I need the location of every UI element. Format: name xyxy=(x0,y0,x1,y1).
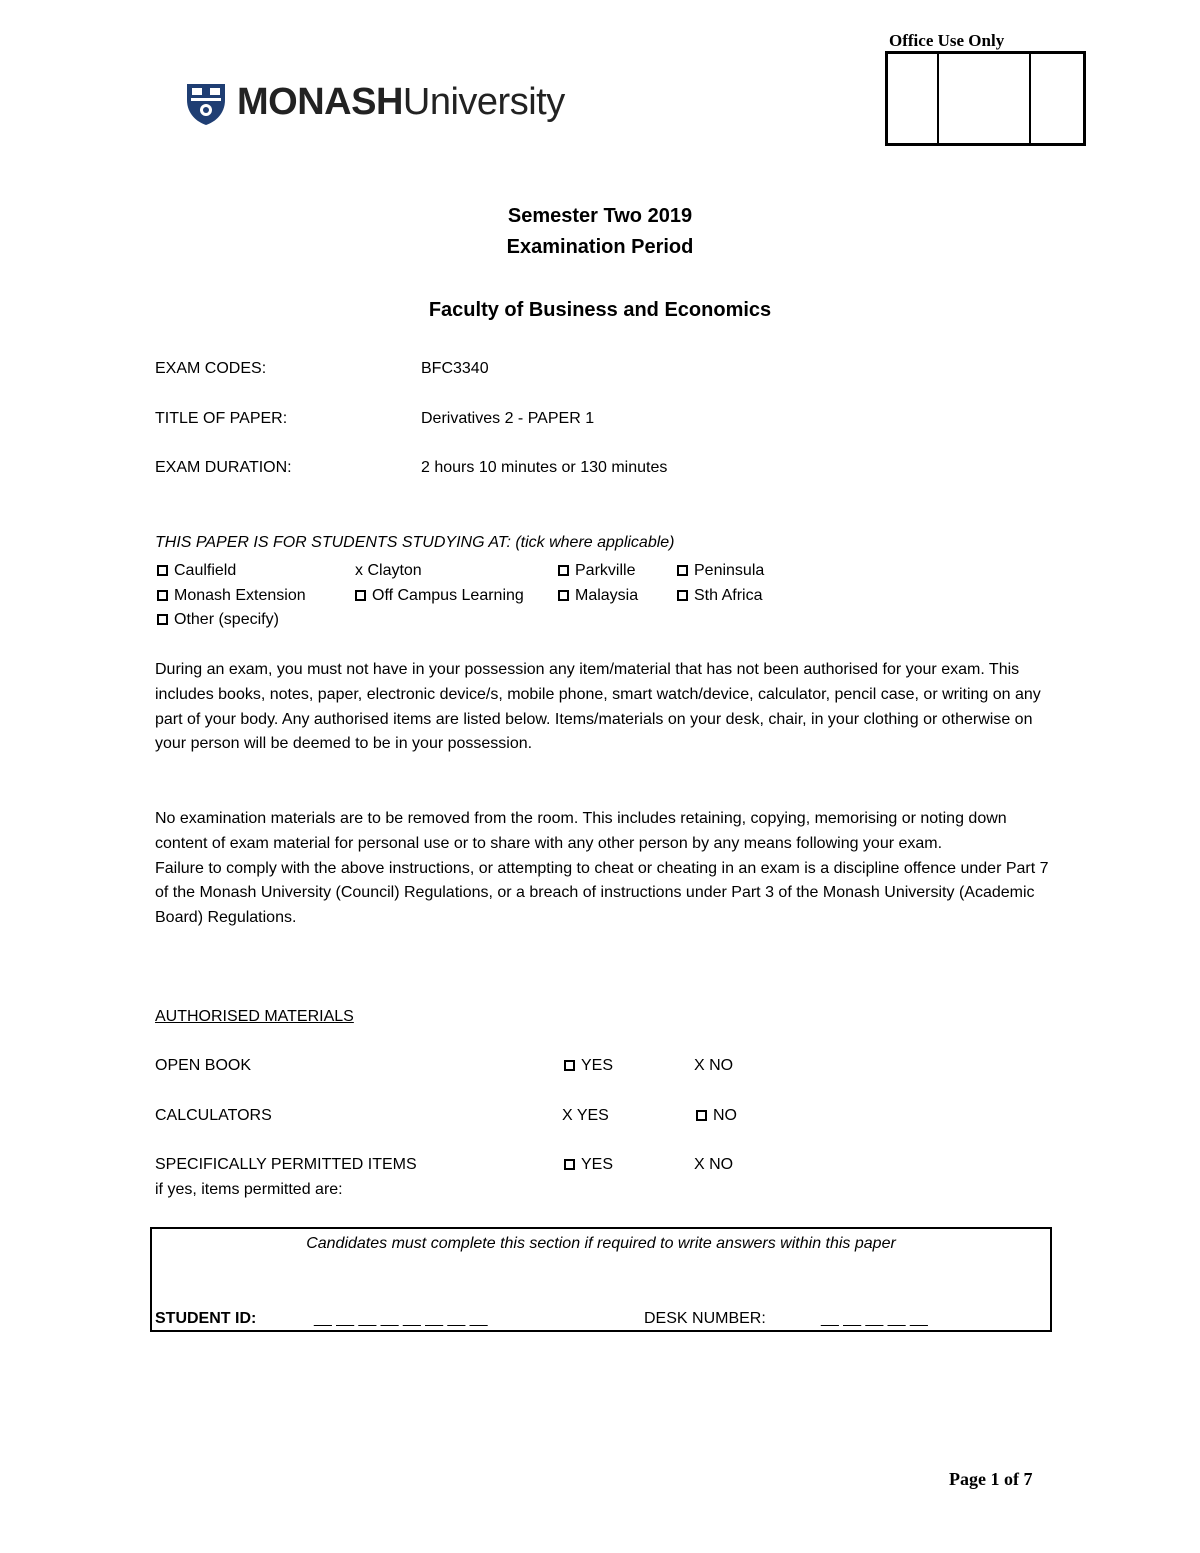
page-number: Page 1 of 7 xyxy=(949,1469,1033,1489)
open-book-yes[interactable]: YES xyxy=(564,1056,613,1076)
check-mark: X xyxy=(694,1057,705,1074)
checkbox-icon xyxy=(355,590,366,601)
checkbox-icon xyxy=(157,590,168,601)
exam-codes-label: EXAM CODES: xyxy=(155,360,267,377)
exam-codes-value: BFC3340 xyxy=(421,360,489,377)
logo-suffix: University xyxy=(402,81,565,123)
instructions-materials xyxy=(155,807,1050,931)
checkbox-icon xyxy=(564,1060,575,1071)
check-mark: X xyxy=(694,1156,705,1173)
check-mark: X xyxy=(562,1107,573,1124)
check-mark: x xyxy=(355,562,363,579)
checkbox-icon xyxy=(564,1159,575,1170)
monash-logo xyxy=(183,82,633,126)
desk-number-field[interactable]: __ __ __ __ __ xyxy=(821,1310,928,1327)
student-id-label: STUDENT ID: xyxy=(155,1310,257,1327)
candidate-section xyxy=(150,1227,1052,1332)
checkbox-icon xyxy=(157,614,168,625)
permitted-items-no[interactable]: X NO xyxy=(694,1156,734,1173)
campus-option-other[interactable]: Other (specify) xyxy=(157,610,279,630)
title-of-paper-value: Derivatives 2 - PAPER 1 xyxy=(421,410,595,427)
campus-option-monash-extension[interactable]: Monash Extension xyxy=(157,586,306,606)
instructions-discipline: Failure to comply with the above instructions, or attempting to cheat or cheating in an exam is a discipline offence under Part 7 of the Monash University (Council) Regulations, or a breach of instructions under Part 3 of the Monash University (Academic Board) Regulations. xyxy=(155,859,1049,927)
calculators-no[interactable]: NO xyxy=(696,1106,737,1126)
open-book-label: OPEN BOOK xyxy=(155,1057,252,1074)
student-id-field[interactable]: __ __ __ __ __ __ __ __ xyxy=(314,1310,488,1327)
campus-option-parkville[interactable]: Parkville xyxy=(558,561,635,581)
exam-duration-label: EXAM DURATION: xyxy=(155,459,292,476)
campus-heading: THIS PAPER IS FOR STUDENTS STUDYING AT: (tick where applicable) xyxy=(155,534,675,551)
permitted-items-note: if yes, items permitted are: xyxy=(155,1181,343,1198)
campus-option-sth-africa[interactable]: Sth Africa xyxy=(677,586,762,606)
authorised-heading: AUTHORISED MATERIALS xyxy=(155,1008,354,1025)
checkbox-icon xyxy=(696,1110,707,1121)
campus-option-malaysia[interactable]: Malaysia xyxy=(558,586,638,606)
checkbox-icon xyxy=(677,590,688,601)
desk-number-label: DESK NUMBER: xyxy=(644,1310,766,1327)
checkbox-icon xyxy=(558,565,569,576)
candidate-instruction: Candidates must complete this section if required to write answers within this paper xyxy=(306,1235,896,1252)
office-use-label: Office Use Only xyxy=(889,31,1005,50)
exam-period-title: Examination Period xyxy=(506,236,694,258)
campus-option-off-campus[interactable]: Off Campus Learning xyxy=(355,586,524,606)
campus-option-caulfield[interactable]: Caulfield xyxy=(157,561,236,581)
campus-option-clayton[interactable]: x Clayton xyxy=(355,562,422,579)
open-book-no[interactable]: X NO xyxy=(694,1057,734,1074)
campus-option-peninsula[interactable]: Peninsula xyxy=(677,561,764,581)
instructions-removal: No examination materials are to be removed from the room. This includes retaining, copying, memorising or noting down content of exam material for personal use or to share with any other person by any means following your exam. xyxy=(155,810,1007,852)
office-use-divider xyxy=(937,54,939,143)
calculators-label: CALCULATORS xyxy=(155,1107,272,1124)
calculators-yes[interactable]: X YES xyxy=(562,1107,609,1124)
office-use-divider xyxy=(1029,54,1031,143)
title-of-paper-label: TITLE OF PAPER: xyxy=(155,410,288,427)
faculty-title: Faculty of Business and Economics xyxy=(428,299,772,321)
office-use-box xyxy=(885,51,1086,146)
logo-brand: MONASH xyxy=(237,81,403,123)
checkbox-icon xyxy=(677,565,688,576)
semester-title: Semester Two 2019 xyxy=(507,205,693,227)
instructions-possession: During an exam, you must not have in your possession any item/material that has not been authorised for your exam. This includes books, notes, paper, electronic device/s, mobile phone, smart watch/device, calculator, pencil case, or writing on any part of your body. Any authorised items are listed below. Items/materials on your desk, chair, in your clothing or otherwise on your person will be deemed to be in your possession. xyxy=(155,661,1041,753)
checkbox-icon xyxy=(157,565,168,576)
permitted-items-yes[interactable]: YES xyxy=(564,1155,613,1175)
checkbox-icon xyxy=(558,590,569,601)
crest-icon xyxy=(183,82,229,126)
exam-duration-value: 2 hours 10 minutes or 130 minutes xyxy=(421,459,668,476)
permitted-items-label: SPECIFICALLY PERMITTED ITEMS xyxy=(155,1156,417,1173)
